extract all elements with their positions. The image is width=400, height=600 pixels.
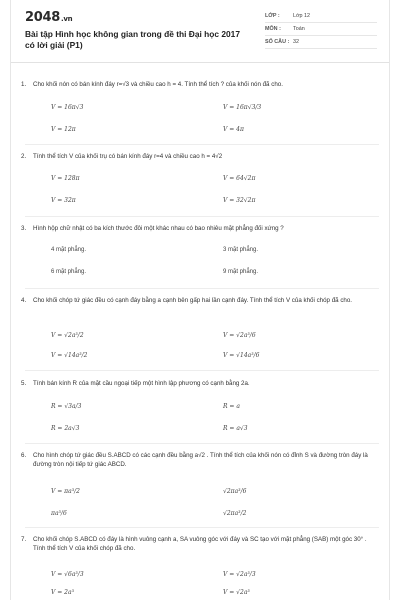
answer-option[interactable]: 9 mặt phẳng. <box>223 269 259 275</box>
meta-row-subject <box>265 23 377 36</box>
answer-option[interactable]: V = πa³/2 <box>51 488 80 495</box>
question-stem <box>21 535 373 553</box>
question-number: 4. <box>21 297 27 304</box>
question-text: Tính thể tích V của khối trụ có bán kính đáy r=4 và chiều cao h = 4√2 <box>33 153 223 160</box>
divider <box>25 216 379 217</box>
meta-row-count <box>265 36 377 49</box>
logo-text: 2048 <box>25 10 60 25</box>
answer-option[interactable]: R = √3a/3 <box>51 403 82 410</box>
question-text: Cho hình chóp tứ giác đều S.ABCD có các cạnh đều bằng a√2 . Tính thể tích của khối nón có đỉnh S và đường tròn đáy là đường tròn nội tiếp tứ giác ABCD. <box>33 452 368 468</box>
question-text: Cho khối nón có bán kính đáy r=√3 và chiều cao h = 4. Tính thể tích ? của khối nón đã cho. <box>33 81 283 88</box>
meta-row-class <box>265 10 377 23</box>
meta-info <box>265 10 377 49</box>
document-header <box>11 0 389 63</box>
question-text: Cho khối chóp S.ABCD có đáy là hình vuông cạnh a, SA vuông góc với đáy và SC tạo với mặt phẳng (SAB) một góc 30° . Tính thể tích V của khối chóp đã cho. <box>33 536 367 552</box>
answer-option[interactable]: V = √14a³/6 <box>223 352 260 359</box>
divider <box>25 527 379 528</box>
divider <box>25 288 379 289</box>
meta-value: Lớp 12 <box>293 13 311 19</box>
site-logo[interactable] <box>25 10 72 25</box>
question-stem <box>21 224 373 233</box>
meta-label: LỚP : <box>265 13 280 19</box>
meta-value: Toán <box>293 26 305 32</box>
answer-option[interactable]: V = 2a³ <box>51 589 74 596</box>
meta-label: MÔN : <box>265 26 281 32</box>
answer-option[interactable]: V = 32π <box>51 197 76 204</box>
answer-option[interactable]: V = √2a³/2 <box>51 332 84 339</box>
question-text: Tính bán kính R của mặt cầu ngoại tiếp một hình lập phương có cạnh bằng 2a. <box>33 380 250 387</box>
answer-option[interactable]: 6 mặt phẳng. <box>51 269 87 275</box>
document-page <box>11 0 389 600</box>
answer-option[interactable]: R = a <box>223 403 240 410</box>
question-number: 1. <box>21 81 27 88</box>
logo-suffix: .vn <box>60 15 73 23</box>
answer-option[interactable]: √2πa³/2 <box>223 510 247 517</box>
answer-option[interactable]: 4 mặt phẳng. <box>51 247 87 253</box>
answer-option[interactable]: πa³/6 <box>51 510 67 517</box>
answer-option[interactable]: V = 16π√3/3 <box>223 104 262 111</box>
question-stem <box>21 152 373 161</box>
answer-option[interactable]: R = a√3 <box>223 425 248 432</box>
answer-option[interactable]: V = √2a³/3 <box>223 571 256 578</box>
divider <box>25 370 379 371</box>
answer-option[interactable]: V = 12π <box>51 126 76 133</box>
divider <box>25 144 379 145</box>
question-text: Cho khối chóp tứ giác đều có cạnh đáy bằng a cạnh bên gấp hai lần cạnh đáy. Tính thể tích V của khối chóp đã cho. <box>33 297 353 304</box>
question-stem <box>21 296 373 305</box>
answer-option[interactable]: V = 32√2π <box>223 197 256 204</box>
meta-value: 32 <box>293 39 299 45</box>
question-number: 2. <box>21 153 27 160</box>
answer-option[interactable]: V = √6a³/3 <box>51 571 84 578</box>
question-number: 3. <box>21 225 27 232</box>
answer-option[interactable]: V = 64√2π <box>223 175 256 182</box>
answer-option[interactable]: V = √2a³/6 <box>223 332 256 339</box>
question-text: Hình hộp chữ nhật có ba kích thước đôi một khác nhau có bao nhiêu mặt phẳng đối xứng ? <box>33 225 284 232</box>
answer-option[interactable]: R = 2a√3 <box>51 425 80 432</box>
divider <box>25 443 379 444</box>
question-stem <box>21 451 373 469</box>
meta-label: SỐ CÂU : <box>265 39 290 45</box>
answer-option[interactable]: V = √14a³/2 <box>51 352 88 359</box>
answer-option[interactable]: V = 16π√3 <box>51 104 84 111</box>
question-number: 6. <box>21 452 27 459</box>
answer-option[interactable]: V = √2a³ <box>223 589 250 596</box>
answer-option[interactable]: V = 128π <box>51 175 80 182</box>
document-title: Bài tập Hình học không gian trong đề thi Đại học 2017 có lời giải (P1) <box>25 29 240 50</box>
answer-option[interactable]: √2πa³/6 <box>223 488 247 495</box>
question-number: 5. <box>21 380 27 387</box>
question-stem <box>21 80 373 89</box>
answer-option[interactable]: V = 4π <box>223 126 244 133</box>
answer-option[interactable]: 3 mặt phẳng. <box>223 247 259 253</box>
question-stem <box>21 379 373 388</box>
question-number: 7. <box>21 536 27 543</box>
